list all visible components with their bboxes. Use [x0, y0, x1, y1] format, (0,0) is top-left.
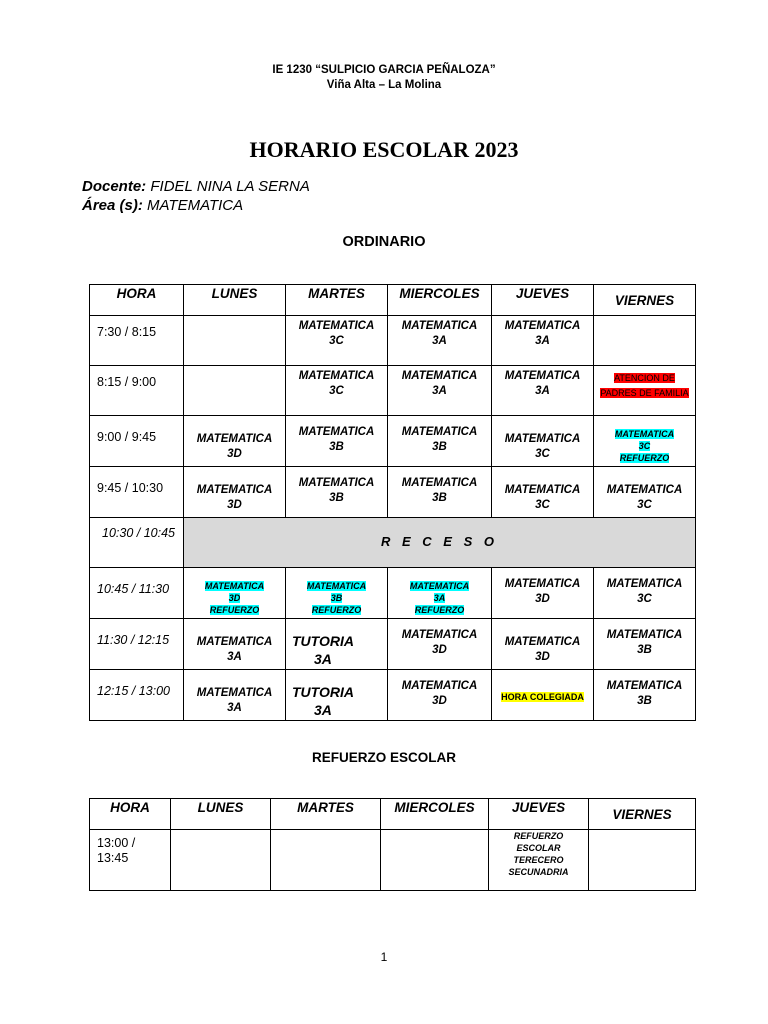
empty-cell [171, 830, 271, 891]
class-cell: MATEMATICA 3A [388, 366, 492, 416]
header-miercoles: MIERCOLES [388, 285, 492, 316]
table-row [90, 366, 696, 416]
tutoria-cell: TUTORIA 3A [286, 670, 388, 721]
area-value: MATEMATICA [147, 197, 244, 214]
time-cell: 9:00 / 9:45 [90, 416, 184, 467]
header-hora: HORA [90, 285, 184, 316]
class-cell: MATEMATICA 3C [594, 568, 696, 619]
table-row [90, 568, 696, 619]
empty-cell [594, 316, 696, 366]
class-cell: MATEMATICA 3B [388, 467, 492, 518]
class-cell: MATEMATICA 3A [388, 316, 492, 366]
table-row [90, 670, 696, 721]
time-cell: 8:15 / 9:00 [90, 366, 184, 416]
empty-cell [184, 316, 286, 366]
table-row [90, 316, 696, 366]
area-line [82, 197, 243, 214]
class-cell: MATEMATICA 3B [286, 416, 388, 467]
refuerzo-cell: MATEMATICA 3D REFUERZO [184, 568, 286, 619]
refuerzo-escolar-title: REFUERZO ESCOLAR [311, 750, 456, 765]
class-cell: MATEMATICA 3B [388, 416, 492, 467]
class-cell: MATEMATICA 3A [184, 670, 286, 721]
time-cell: 11:30 / 12:15 [90, 619, 184, 670]
docente-label: Docente: [82, 178, 147, 195]
hora-colegiada-cell: HORA COLEGIADA [492, 670, 594, 721]
document-title: HORARIO ESCOLAR 2023 [249, 137, 519, 162]
empty-cell [381, 830, 489, 891]
table-header-row [90, 799, 696, 830]
header-jueves: JUEVES [489, 799, 589, 830]
header-hora: HORA [90, 799, 171, 830]
empty-cell [184, 366, 286, 416]
class-cell: MATEMATICA 3D [388, 619, 492, 670]
page-number: 1 [380, 950, 388, 964]
class-cell: MATEMATICA 3D [388, 670, 492, 721]
docente-line [82, 178, 310, 195]
class-cell: MATEMATICA 3A [492, 366, 594, 416]
header-lunes: LUNES [184, 285, 286, 316]
table-row [90, 830, 696, 891]
empty-cell [271, 830, 381, 891]
time-cell: 9:45 / 10:30 [90, 467, 184, 518]
class-cell: MATEMATICA 3B [594, 619, 696, 670]
refuerzo-table [89, 798, 696, 891]
empty-cell [589, 830, 696, 891]
class-cell: MATEMATICA 3A [492, 316, 594, 366]
class-cell: MATEMATICA 3D [492, 619, 594, 670]
docente-value: FIDEL NINA LA SERNA [150, 178, 310, 195]
parents-attention-cell [594, 366, 696, 416]
time-cell: 10:30 / 10:45 [90, 518, 184, 568]
class-cell: MATEMATICA 3C [492, 467, 594, 518]
schedule-table [89, 284, 696, 721]
header-jueves: JUEVES [492, 285, 594, 316]
header-viernes: VIERNES [594, 285, 696, 316]
class-cell: MATEMATICA 3C [492, 416, 594, 467]
table-row [90, 619, 696, 670]
table-row [90, 416, 696, 467]
class-cell: MATEMATICA 3C [286, 316, 388, 366]
parents-attention-line2: PADRES DE FAMILIA [600, 388, 689, 398]
class-cell: MATEMATICA 3D [184, 416, 286, 467]
refuerzo-cell: MATEMATICA 3A REFUERZO [388, 568, 492, 619]
tutoria-cell: TUTORIA 3A [286, 619, 388, 670]
school-location: Viña Alta – La Molina [326, 79, 442, 91]
class-cell: MATEMATICA 3B [286, 467, 388, 518]
class-cell: MATEMATICA 3D [184, 467, 286, 518]
header-miercoles: MIERCOLES [381, 799, 489, 830]
table-row [90, 467, 696, 518]
table-header-row [90, 285, 696, 316]
class-cell: MATEMATICA 3B [594, 670, 696, 721]
time-cell: 12:15 / 13:00 [90, 670, 184, 721]
refuerzo-escolar-cell: REFUERZO ESCOLAR TERECERO SECUNADRIA [489, 830, 589, 891]
receso-cell: R E C E S O [184, 518, 696, 568]
time-cell: 7:30 / 8:15 [90, 316, 184, 366]
class-cell: MATEMATICA 3C [594, 467, 696, 518]
class-cell: MATEMATICA 3D [492, 568, 594, 619]
time-cell: 13:00 / 13:45 [90, 830, 171, 891]
class-cell: MATEMATICA 3C [286, 366, 388, 416]
parents-attention-line1: ATENCION DE [614, 373, 675, 383]
time-cell: 10:45 / 11:30 [90, 568, 184, 619]
header-martes: MARTES [271, 799, 381, 830]
header-martes: MARTES [286, 285, 388, 316]
area-label: Área (s): [82, 197, 143, 214]
header-lunes: LUNES [171, 799, 271, 830]
refuerzo-cell: MATEMATICA 3B REFUERZO [286, 568, 388, 619]
refuerzo-cell: MATEMATICA 3C REFUERZO [594, 416, 696, 467]
class-cell: MATEMATICA 3A [184, 619, 286, 670]
receso-row [90, 518, 696, 568]
ordinario-title: ORDINARIO [342, 234, 426, 250]
header-viernes: VIERNES [589, 799, 696, 830]
school-name: IE 1230 “SULPICIO GARCIA PEÑALOZA” [272, 64, 496, 76]
